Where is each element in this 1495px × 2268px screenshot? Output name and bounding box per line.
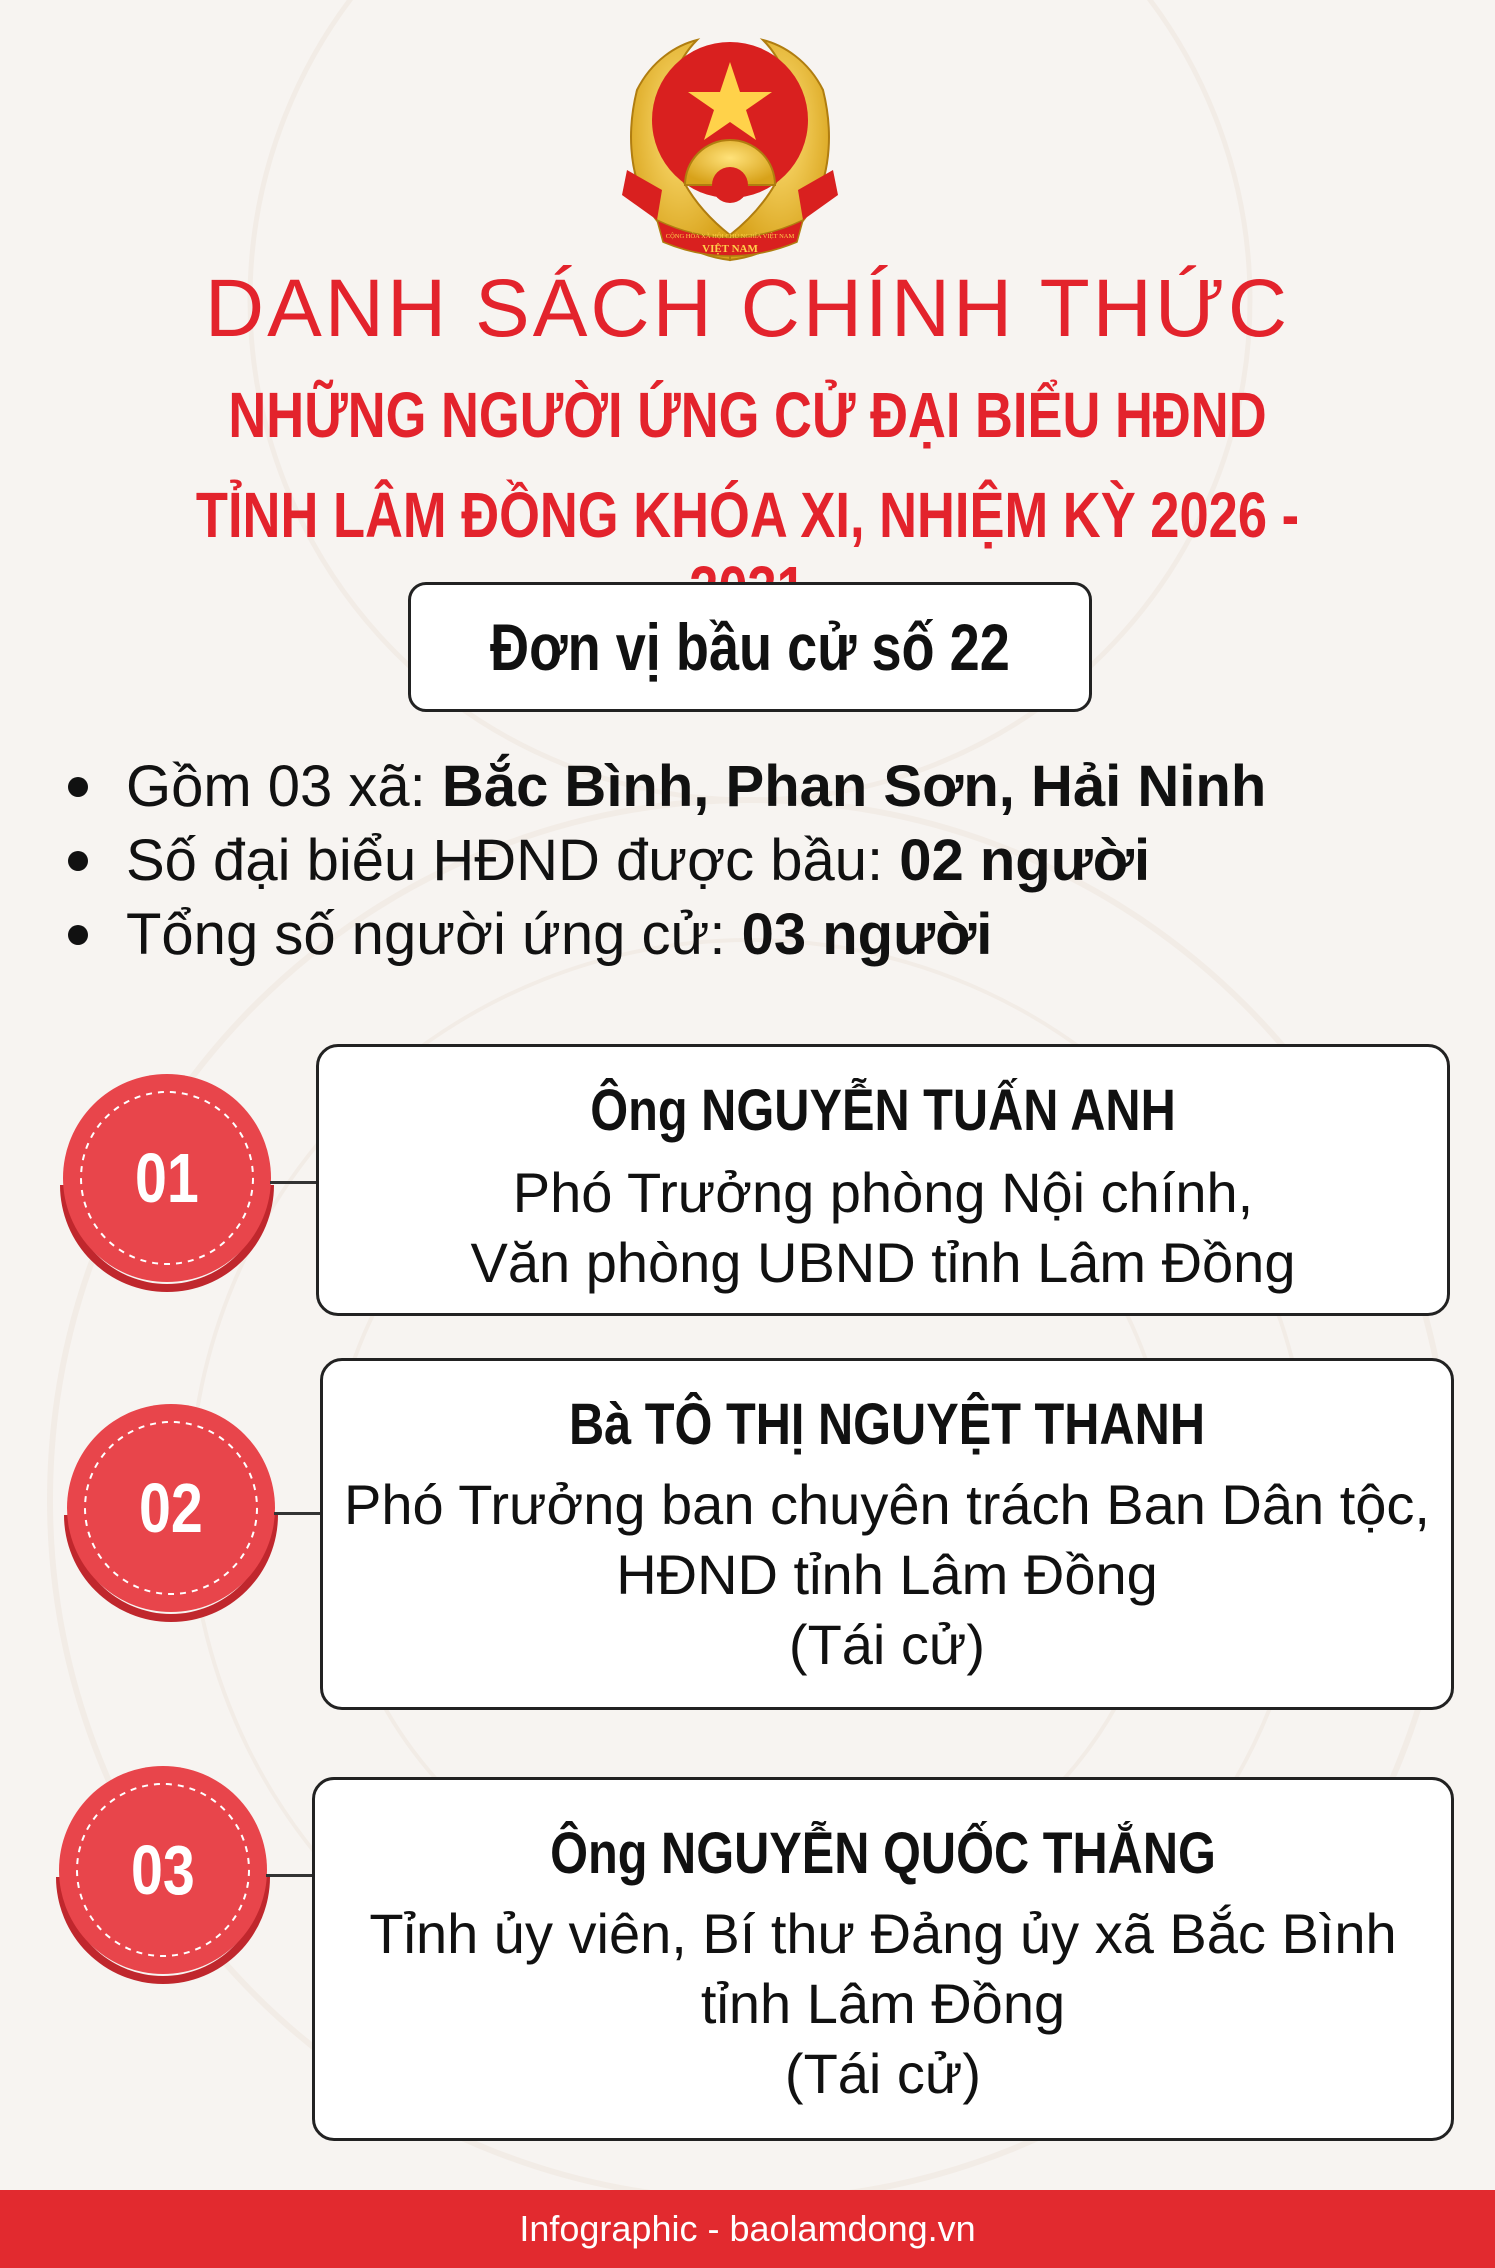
bullet-icon [68, 851, 88, 871]
candidate-number: 02 [139, 1469, 203, 1547]
title-line-1: DANH SÁCH CHÍNH THỨC [204, 263, 1291, 354]
candidate-note: (Tái cử) [788, 1613, 986, 1676]
footer-credit: Infographic - baolamdong.vn [0, 2190, 1495, 2268]
electoral-unit-label: Đơn vị bầu cử số 22 [490, 610, 1010, 684]
info-value: 03 người [741, 902, 993, 967]
candidate-number-badge [48, 1762, 278, 1992]
candidate-number: 03 [131, 1831, 195, 1909]
connector-line [266, 1874, 314, 1877]
info-item-communes [66, 750, 1446, 824]
national-emblem-icon [607, 20, 853, 266]
info-item-delegates [66, 824, 1446, 898]
candidate-number-badge [56, 1400, 286, 1630]
candidate-card [320, 1358, 1454, 1710]
info-item-candidates-total [66, 898, 1446, 972]
candidate-name: Ông NGUYỄN QUỐC THẮNG [550, 1821, 1216, 1886]
candidate-card [316, 1044, 1450, 1316]
candidate-role-line1: Phó Trưởng phòng Nội chính, [512, 1161, 1254, 1224]
emblem-inscription: CỘNG HÒA XÃ HỘI CHỦ NGHĨA VIỆT NAM [665, 233, 795, 240]
candidate-number-badge [52, 1070, 282, 1300]
electoral-unit-box [408, 582, 1092, 712]
candidate-role-line2: tỉnh Lâm Đồng [700, 1972, 1066, 2035]
info-value: 02 người [899, 828, 1151, 893]
info-value: Bắc Bình, Phan Sơn, Hải Ninh [441, 754, 1267, 819]
connector-line [270, 1181, 318, 1184]
candidate-note: (Tái cử) [784, 2042, 982, 2105]
info-label: Gồm 03 xã: [126, 754, 442, 819]
candidate-name: Ông NGUYỄN TUẤN ANH [590, 1078, 1176, 1143]
title-line-3: TỈNH LÂM ĐỒNG KHÓA XI, NHIỆM KỲ 2026 - [195, 479, 1300, 551]
candidate-card [312, 1777, 1454, 2141]
candidate-role-line2: Văn phòng UBND tỉnh Lâm Đồng [470, 1231, 1296, 1294]
info-list [66, 750, 1446, 972]
bullet-icon [68, 777, 88, 797]
candidate-role-line1: Tỉnh ủy viên, Bí thư Đảng ủy xã Bắc Bình [369, 1902, 1397, 1965]
svg-text:VIỆT NAM: VIỆT NAM [702, 243, 758, 255]
candidate-number: 01 [135, 1139, 199, 1217]
candidate-role-line1: Phó Trưởng ban chuyên trách Ban Dân tộc, [344, 1473, 1430, 1536]
info-label: Tổng số người ứng cử: [126, 902, 742, 967]
connector-line [274, 1512, 322, 1515]
candidate-name: Bà TÔ THỊ NGUYỆT THANH [568, 1392, 1206, 1457]
title-line-2: NHỮNG NGƯỜI ỨNG CỬ ĐẠI BIỂU HĐND [228, 379, 1267, 451]
candidate-role-line2: HĐND tỉnh Lâm Đồng [616, 1543, 1158, 1606]
bullet-icon [68, 925, 88, 945]
info-label: Số đại biểu HĐND được bầu: [126, 828, 900, 893]
